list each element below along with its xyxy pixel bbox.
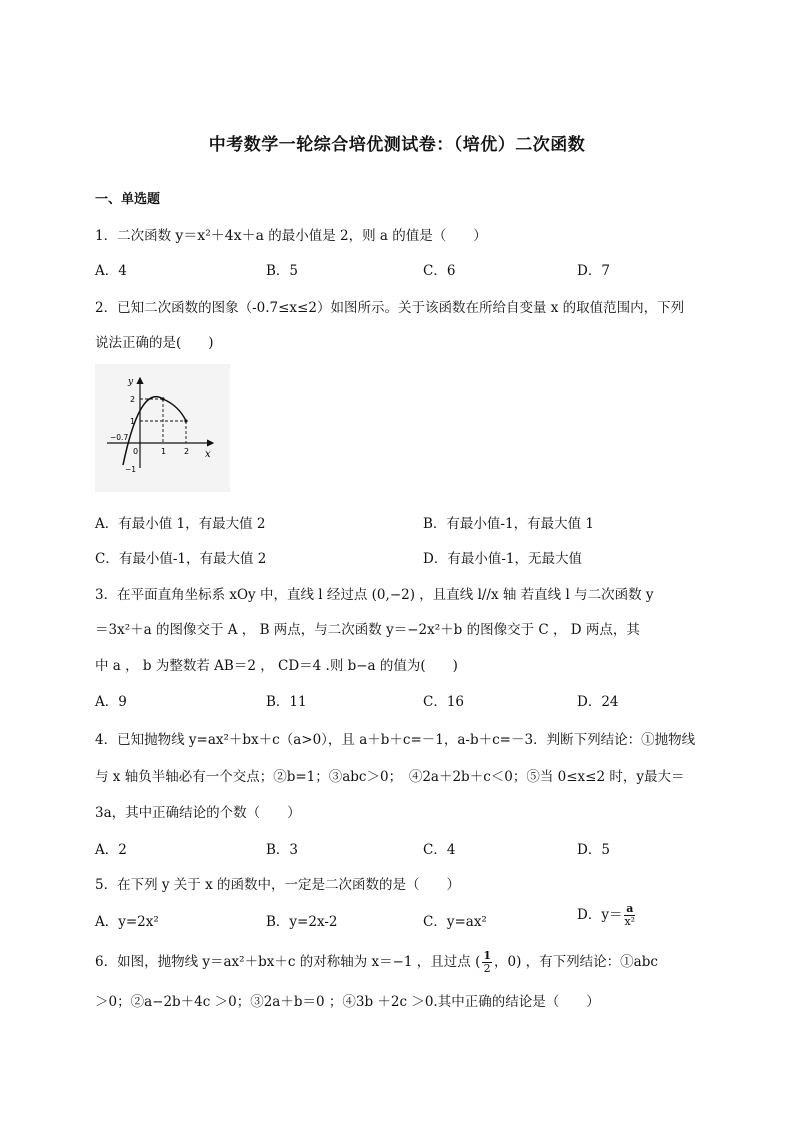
q2-option-b: B．有最小值-1，有最大值 1 [423, 516, 594, 532]
q1-option-d: D．7 [577, 263, 610, 279]
question-6-line-2: ＞0；②a−2b＋4c ＞0；③2a＋b＝0 ；④3b ＋2c ＞0.其中正确的结论是（ ） [95, 994, 600, 1010]
tick-y-neg1: −1 [125, 465, 137, 474]
q4-option-d: D．5 [577, 842, 610, 858]
q5-option-d [577, 903, 637, 928]
question-3-line-1: 3．在平面直角坐标系 xOy 中，直线 l 经过点 (0,−2) ，且直线 l//x 轴 若直线 l 与二次函数 y [95, 587, 654, 603]
vertex-point [161, 397, 164, 400]
q3-option-a: A．9 [95, 694, 127, 710]
q2-option-d: D．有最小值-1，无最大值 [423, 551, 582, 567]
question-2-line-2: 说法正确的是( ) [95, 335, 214, 351]
q3-option-c: C．16 [423, 694, 465, 710]
q1-option-a: A．4 [95, 263, 127, 279]
q3-option-b: B．11 [266, 694, 307, 710]
section-heading: 一、单选题 [95, 192, 161, 207]
q1-pre: 1．二次函数 [95, 228, 176, 244]
q2-option-c: C．有最小值-1，有最大值 2 [95, 551, 267, 567]
q4-option-a: A．2 [95, 842, 127, 858]
question-2-line-1: 2．已知二次函数的图象（-0.7≤x≤2）如图所示。关于该函数在所给自变量 x 的取值范围内，下列 [95, 300, 685, 316]
q1-expression: y＝x²＋4x＋a [175, 228, 264, 244]
q1-option-c: C．6 [423, 263, 456, 279]
q5-option-d-label: D．y＝ [577, 907, 623, 923]
q6-frac-num: 1 [483, 949, 491, 962]
q5-fraction [624, 903, 635, 928]
q5-option-c: C．y=ax² [423, 914, 487, 930]
q4-option-b: B．3 [266, 842, 299, 858]
q6-pre: 6．如图，抛物线 y＝ax²＋bx＋c 的对称轴为 x＝−1 ，且过点 ( [95, 954, 481, 970]
q5-option-a: A．y=2x² [95, 914, 159, 930]
question-3-line-2: ＝3x²＋a 的图像交于 A ， B 两点，与二次函数 y＝−2x²＋b 的图像交于 C ， D 两点，其 [95, 622, 640, 638]
question-6-line-1 [95, 950, 658, 975]
page-title: 中考数学一轮综合培优测试卷：（培优）二次函数 [208, 135, 586, 155]
tick-y-1: 1 [130, 417, 136, 426]
tick-x-neg07: −0.7 [110, 433, 129, 442]
question-4-line-1: 4．已知抛物线 y=ax²＋bx＋c（a>0），且 a＋b＋c=－1，a-b＋c=－3．判断下列结论：①抛物线 [95, 732, 696, 748]
question-4-line-3: 3a，其中正确结论的个数（ ） [95, 805, 301, 821]
q6-fraction [482, 950, 492, 975]
x-axis-label: x [205, 449, 211, 460]
question-1-text [95, 224, 487, 245]
y-axis-label: y [128, 377, 134, 387]
question-5-text: 5．在下列 y 关于 x 的函数中，一定是二次函数的是（ ） [95, 877, 460, 893]
q5-frac-den: x² [624, 915, 636, 928]
q3-option-d: D．24 [577, 694, 619, 710]
q1-post: 的最小值是 2，则 a 的值是（ ） [263, 228, 487, 244]
tick-x-1: 1 [161, 447, 167, 456]
question-3-line-3: 中 a ， b 为整数若 AB＝2 ， CD＝4 .则 b−a 的值为( ) [95, 658, 458, 674]
tick-x-2: 2 [184, 447, 190, 456]
q1-option-b: B．5 [266, 263, 299, 279]
tick-origin: 0 [133, 447, 139, 456]
q6-post: ，0) ，有下列结论：①abc [494, 954, 658, 970]
q2-function-graph [95, 364, 230, 492]
q5-frac-num: a [626, 902, 634, 915]
q2-option-a: A．有最小值 1，有最大值 2 [95, 516, 266, 532]
tick-y-2: 2 [130, 395, 136, 404]
q2-graph-svg [95, 364, 230, 492]
question-4-line-2: 与 x 轴负半轴必有一个交点；②b=1；③abc＞0； ④2a＋2b＋c＜0；⑤当 0≤x≤2 时，y最大＝ [95, 769, 685, 785]
endpoint [184, 419, 187, 422]
q4-option-c: C．4 [423, 842, 456, 858]
q5-option-b: B．y=2x-2 [266, 914, 338, 930]
q6-frac-den: 2 [483, 962, 491, 975]
